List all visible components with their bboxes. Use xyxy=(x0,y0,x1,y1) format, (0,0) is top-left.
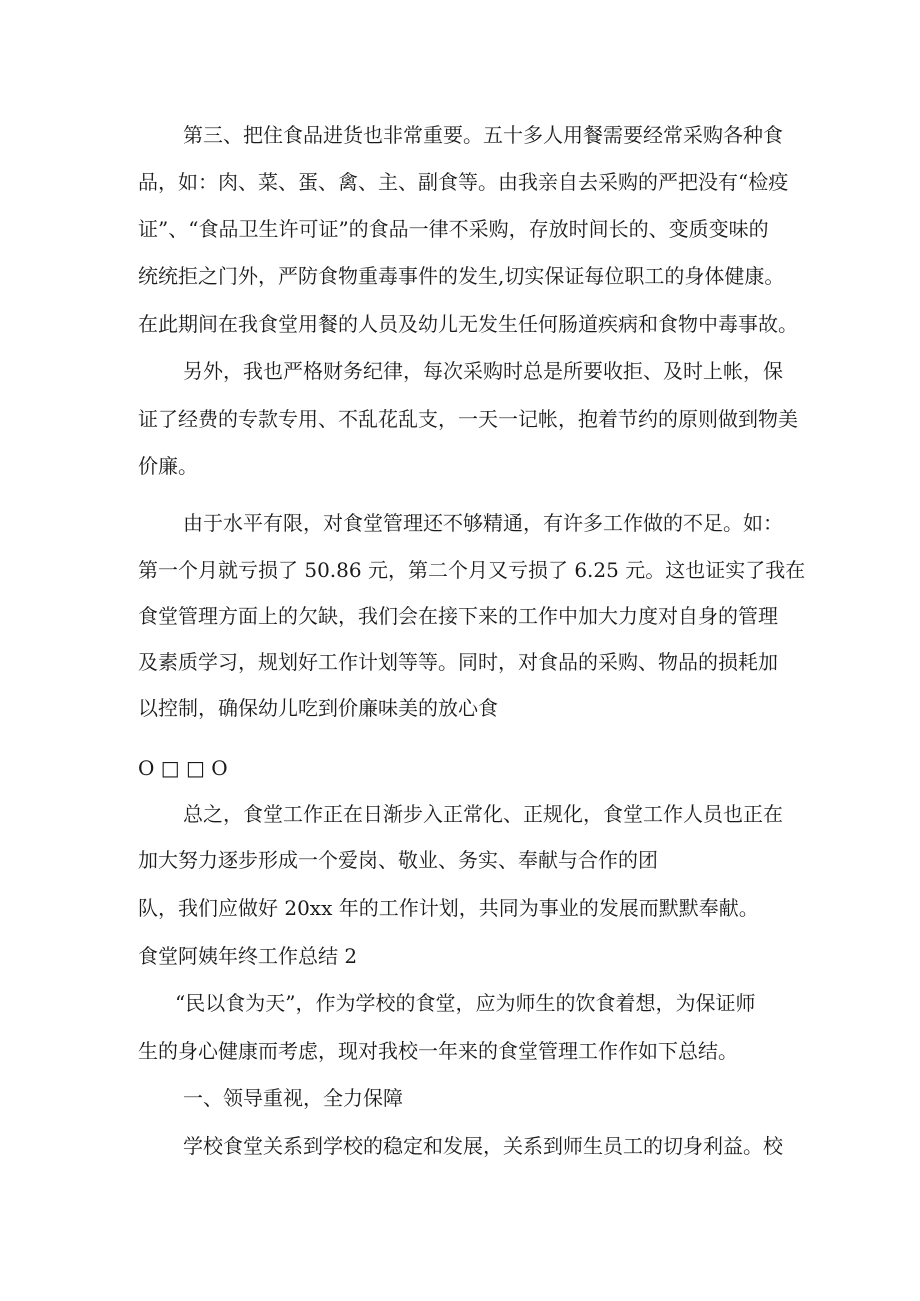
subsection-heading: 一、领导重视，全力保障 xyxy=(183,1086,403,1110)
text-line: 队，我们应做好 20xx 年的工作计划，共同为事业的发展而默默奉献。 xyxy=(138,896,759,920)
text-line: 第三、把住食品进货也非常重要。五十多人用餐需要经常采购各种食 xyxy=(183,123,783,147)
text-line: 学校食堂关系到学校的稳定和发展，关系到师生员工的切身利益。校 xyxy=(183,1134,783,1158)
text-line: 由于水平有限，对食堂管理还不够精通，有许多工作做的不足。如： xyxy=(183,511,783,535)
text-line: 及素质学习，规划好工作计划等等。同时，对食品的采购、物品的损耗加 xyxy=(138,650,778,674)
text-line: 另外，我也严格财务纪律，每次采购时总是所要收拒、及时上帐，保 xyxy=(183,359,783,383)
text-line: 总之，食堂工作正在日渐步入正常化、正规化，食堂工作人员也正在 xyxy=(183,802,783,826)
text-line: 生的身心健康而考虑，现对我校一年来的食堂管理工作作如下总结。 xyxy=(138,1039,738,1063)
text-line: 证了经费的专款专用、不乱花乱支，一天一记帐，抱着节约的原则做到物美 xyxy=(138,407,798,431)
text-line: 在此期间在我食堂用餐的人员及幼儿无发生任何肠道疾病和食物中毒事故。 xyxy=(138,312,798,336)
section-title: 食堂阿姨年终工作总结 2 xyxy=(138,944,358,968)
text-line: 统统拒之门外，严防食物重毒事件的发生,切实保证每位职工的身体健康。 xyxy=(138,264,785,288)
text-line: 以控制，确保幼儿吃到价廉味美的放心食 xyxy=(138,696,498,720)
text-line: 食堂管理方面上的欠缺，我们会在接下来的工作中加大力度对自身的管理 xyxy=(138,604,778,628)
text-line: 价廉。 xyxy=(138,454,198,478)
text-line: 品，如：肉、菜、蛋、禽、主、副食等。由我亲自去采购的严把没有“检疫 xyxy=(138,170,789,194)
text-line: 第一个月就亏损了 50.86 元，第二个月又亏损了 6.25 元。这也证实了我在 xyxy=(138,558,806,582)
text-line: 加大努力逐步形成一个爱岗、敬业、务实、奉献与合作的团 xyxy=(138,848,658,872)
text-line: 证”、“食品卫生许可证”的食品一律不采购，存放时间长的、变质变味的 xyxy=(138,217,769,241)
placeholder-glyph-line: O □ □ O xyxy=(138,756,228,780)
text-line: “民以食为天”，作为学校的食堂，应为师生的饮食着想，为保证师 xyxy=(175,991,756,1015)
